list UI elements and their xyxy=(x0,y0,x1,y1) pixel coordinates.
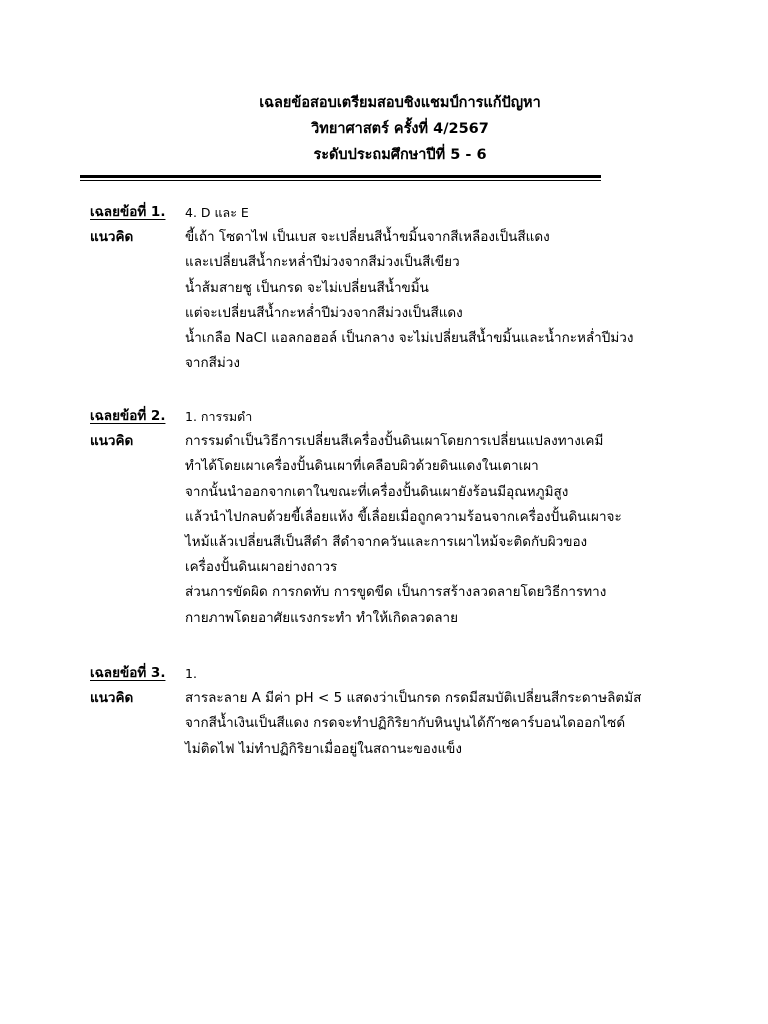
concept-row xyxy=(0,276,768,301)
concept-label: แนวคิด xyxy=(90,433,134,450)
concept-line: ขี้เถ้า โซดาไฟ เป็นเบส จะเปลี่ยนสีน้ำขมิ้นจากสีเหลืองเป็นสีแดง xyxy=(185,229,550,246)
answer-section-1 xyxy=(0,200,768,376)
concept-row xyxy=(0,530,768,555)
document-header xyxy=(0,90,768,168)
concept-label: แนวคิด xyxy=(90,690,134,707)
concept-row xyxy=(0,505,768,530)
concept-line: น้ำส้มสายชู เป็นกรด จะไม่เปลี่ยนสีน้ำขมิ้น xyxy=(185,279,429,296)
document-level: ระดับประถมศึกษาปีที่ 5 - 6 xyxy=(313,147,487,163)
answer-row xyxy=(0,404,768,429)
concept-line: การรมดำเป็นวิธีการเปลี่ยนสีเครื่องปั้นดินเผาโดยการเปลี่ยนแปลงทางเคมี xyxy=(185,433,604,450)
concept-line: จากนั้นนำออกจากเตาในขณะที่เครื่องปั้นดินเผายังร้อนมีอุณหภูมิสูง xyxy=(185,483,569,500)
header-divider-thin xyxy=(80,180,601,181)
concept-line: และเปลี่ยนสีน้ำกะหล่ำปีม่วงจากสีม่วงเป็นสีเขียว xyxy=(185,254,460,271)
concept-line: น้ำเกลือ NaCl แอลกอฮอล์ เป็นกลาง จะไม่เปลี่ยนสีน้ำขมิ้นและน้ำกะหล่ำปีม่วง xyxy=(185,329,634,346)
concept-line: จากสีม่วง xyxy=(185,355,240,372)
concept-line: ทำได้โดยเผาเครื่องปั้นดินเผาที่เคลือบผิวด้วยดินแดงในเตาเผา xyxy=(185,458,539,475)
concept-line: ไม่ติดไฟ ไม่ทำปฏิกิริยาเมื่ออยู่ในสถานะของแข็ง xyxy=(185,740,462,757)
concept-row xyxy=(0,429,768,454)
answer-label: เฉลยข้อที่ 1. xyxy=(90,204,166,220)
concept-row xyxy=(0,711,768,736)
concept-row xyxy=(0,250,768,275)
answer-value: 1. xyxy=(185,666,197,681)
concept-row xyxy=(0,225,768,250)
concept-row xyxy=(0,737,768,762)
answer-value: 4. D และ E xyxy=(185,205,249,220)
concept-row xyxy=(0,301,768,326)
concept-row xyxy=(0,326,768,351)
answer-section-2 xyxy=(0,404,768,631)
concept-row xyxy=(0,555,768,580)
concept-line: สารละลาย A มีค่า pH < 5 แสดงว่าเป็นกรด กรดมีสมบัติเปลี่ยนสีกระดาษลิตมัส xyxy=(185,690,642,707)
concept-row xyxy=(0,351,768,376)
answer-label: เฉลยข้อที่ 2. xyxy=(90,408,166,424)
concept-row xyxy=(0,454,768,479)
concept-line: ไหม้แล้วเปลี่ยนสีเป็นสีดำ สีดำจากควันและการเผาไหม้จะติดกับผิวของ xyxy=(185,533,588,550)
document-subject: วิทยาศาสตร์ ครั้งที่ 4/2567 xyxy=(311,121,489,137)
concept-line: แต่จะเปลี่ยนสีน้ำกะหล่ำปีม่วงจากสีม่วงเป็นสีแดง xyxy=(185,304,463,321)
answer-row xyxy=(0,661,768,686)
document-title: เฉลยข้อสอบเตรียมสอบชิงแชมป์การแก้ปัญหา xyxy=(259,95,541,111)
answer-row xyxy=(0,200,768,225)
concept-row xyxy=(0,480,768,505)
concept-row xyxy=(0,686,768,711)
concept-line: กายภาพโดยอาศัยแรงกระทำ ทำให้เกิดลวดลาย xyxy=(185,609,459,626)
concept-row xyxy=(0,580,768,605)
answer-label: เฉลยข้อที่ 3. xyxy=(90,665,166,681)
concept-line: จากสีน้ำเงินเป็นสีแดง กรดจะทำปฏิกิริยากับหินปูนได้ก๊าซคาร์บอนไดออกไซด์ xyxy=(185,715,626,732)
answer-value: 1. การรมดำ xyxy=(185,409,253,424)
header-divider-thick xyxy=(80,175,601,178)
concept-line: แล้วนำไปกลบด้วยขี้เลื่อยแห้ง ขี้เลื่อยเมื่อถูกความร้อนจากเครื่องปั้นดินเผาจะ xyxy=(185,508,622,525)
concept-label: แนวคิด xyxy=(90,229,134,246)
concept-line: เครื่องปั้นดินเผาอย่างถาวร xyxy=(185,559,338,576)
concept-row xyxy=(0,606,768,631)
concept-line: ส่วนการขัดผิด การกดทับ การขูดขีด เป็นการสร้างลวดลายโดยวิธีการทาง xyxy=(185,584,607,601)
answer-section-3 xyxy=(0,661,768,762)
